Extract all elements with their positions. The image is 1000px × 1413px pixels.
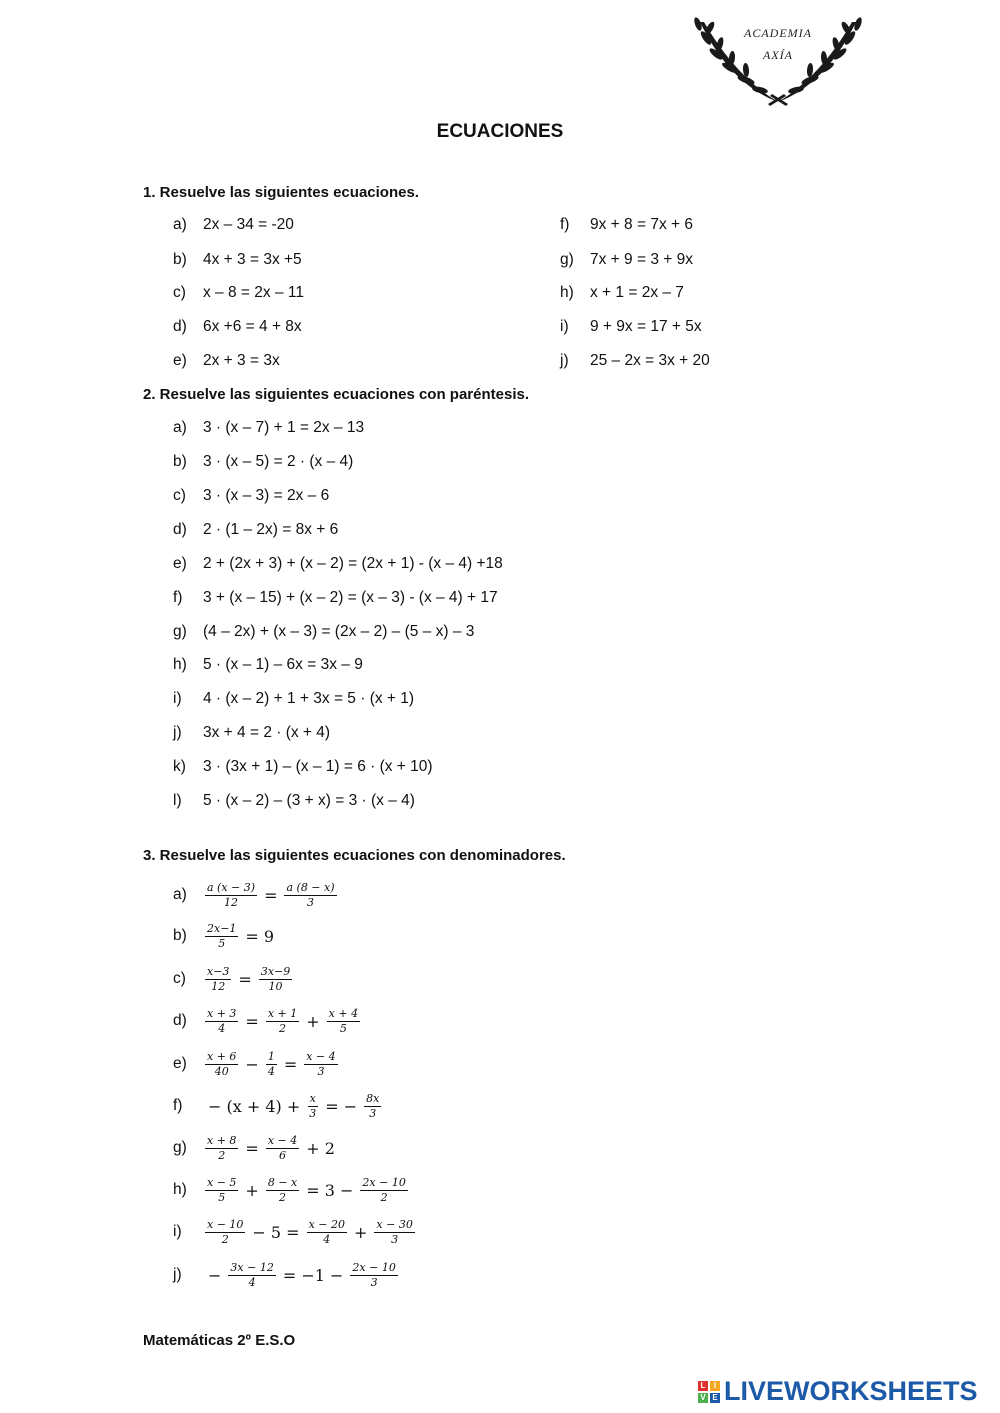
fraction bbox=[350, 1261, 397, 1290]
equation-text: 2 + (2x + 3) + (x – 2) = (2x + 1) - (x – 4) +18 bbox=[203, 555, 503, 572]
item-label: f) bbox=[173, 1097, 183, 1114]
numerator: x + 4 bbox=[328, 1006, 359, 1020]
brand-mark-letter: V bbox=[698, 1393, 708, 1403]
fraction bbox=[266, 1007, 299, 1036]
fraction-equation-item bbox=[173, 959, 294, 999]
denominator: 5 bbox=[339, 1021, 347, 1035]
equation-text: 3x + 4 = 2 · (x + 4) bbox=[203, 724, 331, 741]
operator: = bbox=[238, 969, 252, 989]
denominator: 4 bbox=[248, 1275, 256, 1289]
equation-math bbox=[203, 965, 294, 994]
denominator: 2 bbox=[279, 1021, 287, 1035]
item-label: a) bbox=[173, 419, 187, 436]
equation-item bbox=[173, 453, 353, 471]
numerator: a (x − 3) bbox=[207, 880, 256, 894]
numerator: x + 1 bbox=[267, 1006, 298, 1020]
item-label: i) bbox=[173, 690, 182, 707]
equation-item bbox=[173, 318, 302, 336]
operator: + bbox=[354, 1222, 368, 1242]
numerator: x bbox=[309, 1091, 316, 1105]
brand-mark-letter: I bbox=[710, 1381, 720, 1391]
operator: − bbox=[208, 1265, 222, 1285]
item-label: d) bbox=[173, 521, 187, 538]
equation-item bbox=[173, 792, 415, 810]
equation-text: 9 + 9x = 17 + 5x bbox=[590, 318, 702, 335]
fraction-equation-item bbox=[173, 1255, 400, 1295]
page-title: ECUACIONES bbox=[436, 121, 564, 142]
denominator: 6 bbox=[279, 1148, 287, 1162]
numerator: x + 8 bbox=[207, 1133, 237, 1147]
equation-math bbox=[203, 1176, 410, 1205]
denominator: 12 bbox=[224, 895, 239, 909]
equation-item bbox=[173, 555, 503, 573]
section-3-heading: 3. Resuelve las siguientes ecuaciones con denominadores. bbox=[143, 847, 566, 864]
operator: = − bbox=[325, 1096, 358, 1116]
denominator: 2 bbox=[380, 1190, 388, 1204]
academy-logo bbox=[690, 14, 866, 106]
fraction bbox=[360, 1176, 407, 1205]
operator: = 3 − bbox=[306, 1180, 354, 1200]
item-label: i) bbox=[173, 1223, 182, 1240]
numerator: x − 30 bbox=[376, 1217, 413, 1231]
denominator: 3 bbox=[317, 1064, 325, 1078]
equation-math bbox=[203, 881, 339, 910]
fraction-equation-item bbox=[173, 1001, 362, 1041]
section-1-heading: 1. Resuelve las siguientes ecuaciones. bbox=[143, 184, 419, 201]
item-label: i) bbox=[560, 318, 569, 335]
fraction bbox=[327, 1007, 360, 1036]
numerator: x − 20 bbox=[308, 1217, 346, 1231]
numerator: x + 6 bbox=[207, 1049, 237, 1063]
denominator: 4 bbox=[218, 1021, 226, 1035]
denominator: 2 bbox=[279, 1190, 287, 1204]
liveworksheets-brand[interactable] bbox=[698, 1376, 978, 1407]
numerator: x−3 bbox=[207, 964, 230, 978]
fraction bbox=[284, 881, 336, 910]
item-label: g) bbox=[560, 251, 574, 268]
item-label: k) bbox=[173, 758, 186, 775]
item-label: c) bbox=[173, 284, 186, 301]
equation-item bbox=[560, 216, 693, 234]
numerator: 1 bbox=[267, 1049, 275, 1063]
equation-item bbox=[173, 216, 294, 234]
equation-text: 3 · (3x + 1) – (x – 1) = 6 · (x + 10) bbox=[203, 758, 433, 775]
equation-text: (4 – 2x) + (x – 3) = (2x – 2) – (5 – x) – 3 bbox=[203, 623, 475, 640]
equation-item bbox=[173, 724, 330, 742]
item-label: h) bbox=[173, 1181, 187, 1198]
denominator: 2 bbox=[221, 1232, 229, 1246]
equation-item bbox=[173, 352, 280, 370]
numerator: x − 4 bbox=[267, 1133, 298, 1147]
fraction bbox=[205, 881, 257, 910]
denominator: 2 bbox=[218, 1148, 226, 1162]
equation-text: 25 – 2x = 3x + 20 bbox=[590, 352, 710, 369]
equation-item bbox=[560, 352, 710, 370]
numerator: 2x − 10 bbox=[362, 1175, 406, 1189]
fraction bbox=[364, 1092, 381, 1121]
denominator: 3 bbox=[391, 1232, 399, 1246]
equation-text: 3 + (x – 15) + (x – 2) = (x – 3) - (x – 4) + 17 bbox=[203, 589, 498, 606]
equation-item bbox=[560, 318, 702, 336]
operator: + bbox=[245, 1180, 259, 1200]
fraction bbox=[307, 1092, 318, 1121]
numerator: x − 5 bbox=[207, 1175, 237, 1189]
brand-text: LIVEWORKSHEETS bbox=[724, 1376, 978, 1406]
equation-item bbox=[173, 623, 474, 641]
fraction bbox=[205, 1050, 238, 1079]
fraction bbox=[205, 1134, 238, 1163]
fraction bbox=[205, 1176, 238, 1205]
item-label: g) bbox=[173, 1139, 187, 1156]
fraction-equation-item bbox=[173, 875, 339, 915]
operator: = 9 bbox=[245, 926, 275, 946]
liveworksheets-logo-icon bbox=[698, 1381, 720, 1403]
denominator: 10 bbox=[268, 979, 283, 993]
section-2-heading: 2. Resuelve las siguientes ecuaciones con paréntesis. bbox=[143, 386, 530, 403]
equation-text: 2x – 34 = -20 bbox=[203, 216, 294, 233]
numerator: x − 10 bbox=[207, 1217, 244, 1231]
equation-math bbox=[203, 1007, 362, 1036]
equation-item bbox=[560, 284, 684, 302]
item-label: f) bbox=[560, 216, 570, 233]
item-label: h) bbox=[560, 284, 574, 301]
denominator: 3 bbox=[307, 895, 314, 909]
item-label: d) bbox=[173, 318, 187, 335]
equation-text: 4 · (x – 2) + 1 + 3x = 5 · (x + 1) bbox=[203, 690, 415, 707]
item-label: a) bbox=[173, 216, 187, 233]
numerator: x − 4 bbox=[306, 1049, 336, 1063]
denominator: 4 bbox=[323, 1232, 331, 1246]
fraction-equation-item bbox=[173, 1128, 340, 1168]
equation-item bbox=[560, 251, 693, 269]
equation-text: x + 1 = 2x – 7 bbox=[590, 284, 684, 301]
denominator: 5 bbox=[218, 1190, 226, 1204]
fraction bbox=[205, 922, 238, 951]
equation-text: x – 8 = 2x – 11 bbox=[203, 284, 304, 301]
equation-item bbox=[173, 521, 338, 539]
item-label: f) bbox=[173, 589, 183, 606]
item-label: b) bbox=[173, 453, 187, 470]
fraction bbox=[307, 1218, 347, 1247]
equation-text: 5 · (x – 2) – (3 + x) = 3 · (x – 4) bbox=[203, 792, 415, 809]
equation-item bbox=[173, 284, 304, 302]
item-label: j) bbox=[173, 1266, 182, 1283]
numerator: a (8 − x) bbox=[286, 880, 335, 894]
fraction-equation-item bbox=[173, 916, 279, 956]
fraction bbox=[205, 1218, 245, 1247]
fraction bbox=[259, 965, 292, 994]
fraction bbox=[266, 1134, 299, 1163]
numerator: 2x − 10 bbox=[352, 1260, 396, 1274]
equation-text: 7x + 9 = 3 + 9x bbox=[590, 251, 693, 268]
item-label: e) bbox=[173, 352, 187, 369]
numerator: 2x−1 bbox=[207, 921, 237, 935]
equation-math bbox=[203, 1134, 340, 1163]
equation-text: 3 · (x – 5) = 2 · (x – 4) bbox=[203, 453, 354, 470]
fraction bbox=[304, 1050, 337, 1079]
item-label: d) bbox=[173, 1012, 187, 1029]
fraction bbox=[205, 965, 231, 994]
fraction-equation-item bbox=[173, 1044, 340, 1084]
denominator: 3 bbox=[370, 1275, 378, 1289]
equation-math bbox=[203, 1261, 400, 1290]
equation-item bbox=[173, 487, 329, 505]
operator: + 2 bbox=[306, 1138, 335, 1158]
item-label: e) bbox=[173, 555, 187, 572]
operator: − (x + 4) + bbox=[208, 1096, 301, 1116]
numerator: x + 3 bbox=[207, 1006, 237, 1020]
fraction bbox=[228, 1261, 275, 1290]
fraction-equation-item bbox=[173, 1212, 417, 1252]
footer-course: Matemáticas 2º E.S.O bbox=[143, 1332, 296, 1349]
equation-text: 2x + 3 = 3x bbox=[203, 352, 280, 369]
denominator: 3 bbox=[309, 1106, 317, 1120]
denominator: 3 bbox=[369, 1106, 377, 1120]
equation-text: 6x +6 = 4 + 8x bbox=[203, 318, 302, 335]
equation-text: 9x + 8 = 7x + 6 bbox=[590, 216, 693, 233]
item-label: b) bbox=[173, 927, 187, 944]
denominator: 40 bbox=[214, 1064, 229, 1078]
equation-math bbox=[203, 1050, 340, 1079]
operator: = bbox=[245, 1011, 259, 1031]
item-label: a) bbox=[173, 886, 187, 903]
equation-text: 3 · (x – 3) = 2x – 6 bbox=[203, 487, 330, 504]
equation-math bbox=[203, 1092, 383, 1121]
equation-text: 4x + 3 = 3x +5 bbox=[203, 251, 302, 268]
fraction-equation-item bbox=[173, 1086, 383, 1126]
numerator: 8x bbox=[366, 1091, 380, 1105]
numerator: 3x − 12 bbox=[230, 1260, 274, 1274]
fraction bbox=[374, 1218, 414, 1247]
item-label: e) bbox=[173, 1055, 187, 1072]
item-label: c) bbox=[173, 487, 186, 504]
operator: − bbox=[245, 1054, 259, 1074]
equation-math bbox=[203, 1218, 417, 1247]
item-label: j) bbox=[173, 724, 182, 741]
item-label: h) bbox=[173, 656, 187, 673]
denominator: 5 bbox=[218, 936, 226, 950]
fraction bbox=[266, 1050, 277, 1079]
equation-item bbox=[173, 589, 498, 607]
item-label: g) bbox=[173, 623, 187, 640]
equation-text: 3 · (x – 7) + 1 = 2x – 13 bbox=[203, 419, 365, 436]
numerator: 3x−9 bbox=[260, 964, 291, 978]
fraction bbox=[266, 1176, 299, 1205]
equation-math bbox=[203, 922, 279, 951]
fraction-equation-item bbox=[173, 1170, 410, 1210]
equation-item bbox=[173, 690, 414, 708]
fraction bbox=[205, 1007, 238, 1036]
equation-text: 2 · (1 – 2x) = 8x + 6 bbox=[203, 521, 339, 538]
brand-mark-letter: E bbox=[710, 1393, 720, 1403]
item-label: j) bbox=[560, 352, 569, 369]
operator: = bbox=[264, 885, 278, 905]
logo-line-1: ACADEMIA bbox=[744, 26, 812, 40]
item-label: b) bbox=[173, 251, 187, 268]
denominator: 4 bbox=[267, 1064, 275, 1078]
denominator: 12 bbox=[211, 979, 226, 993]
operator: − 5 = bbox=[252, 1222, 300, 1242]
equation-text: 5 · (x – 1) – 6x = 3x – 9 bbox=[203, 656, 363, 673]
equation-item bbox=[173, 419, 364, 437]
operator: = bbox=[283, 1054, 298, 1074]
brand-mark-letter: L bbox=[698, 1381, 708, 1391]
operator: + bbox=[306, 1011, 320, 1031]
operator: = bbox=[245, 1138, 259, 1158]
equation-item bbox=[173, 758, 433, 776]
item-label: l) bbox=[173, 792, 182, 809]
logo-line-2: AXÍA bbox=[763, 48, 793, 62]
item-label: c) bbox=[173, 970, 186, 987]
equation-item bbox=[173, 656, 363, 674]
equation-item bbox=[173, 251, 302, 269]
numerator: 8 − x bbox=[267, 1175, 298, 1189]
operator: = −1 − bbox=[282, 1265, 344, 1285]
